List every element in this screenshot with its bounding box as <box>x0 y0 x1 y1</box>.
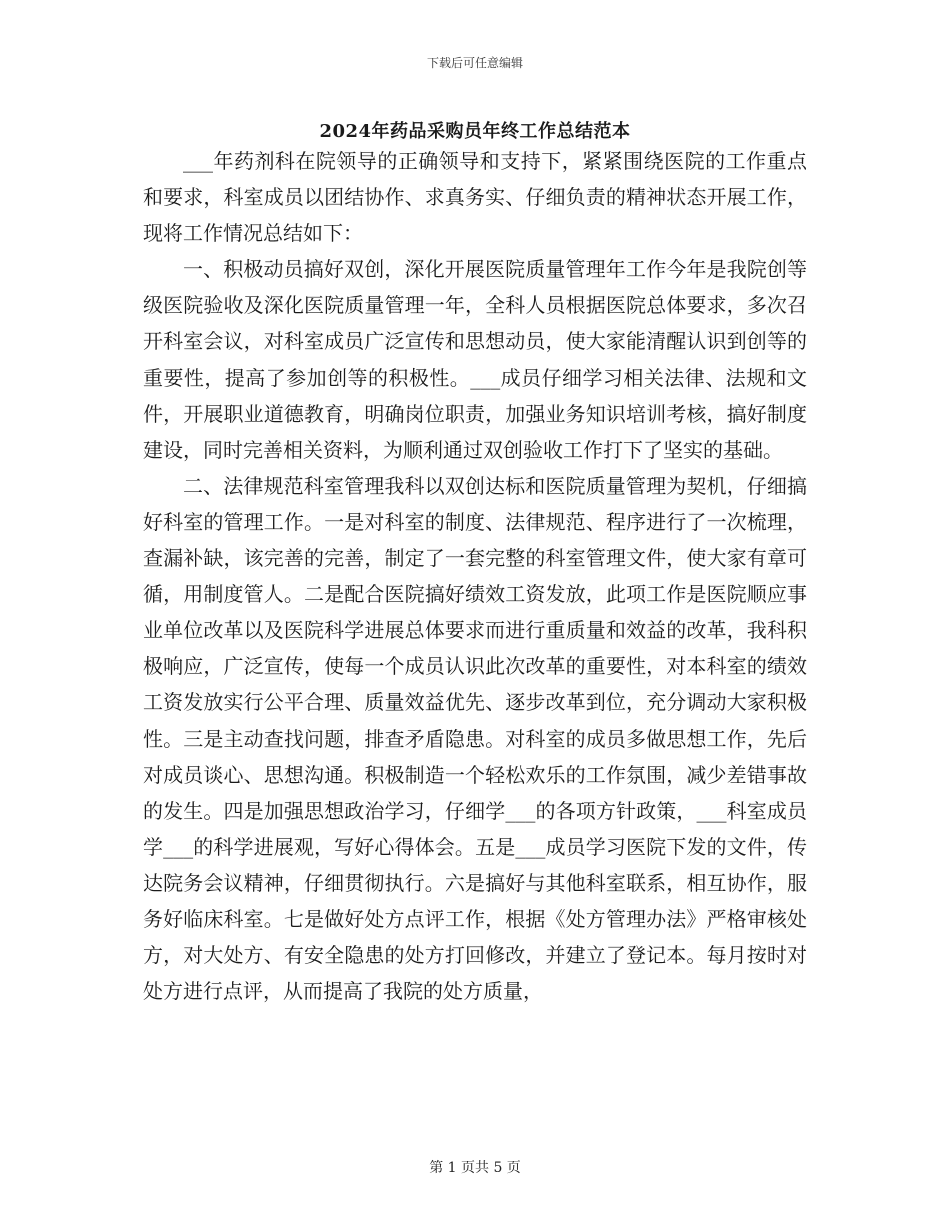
paragraph-section-2: 二、法律规范科室管理我科以双创达标和医院质量管理为契机，仔细搞好科室的管理工作。一是对科室的制度、法律规范、程序进行了一次梳理，查漏补缺，该完善的完善，制定了一套完整的科室管理文件，使大家有章可循，用制度管人。二是配合医院搞好绩效工资发放，此项工作是医院顺应事业单位改革以及医院科学进展总体要求而进行重质量和效益的改革，我科积极响应，广泛宣传，使每一个成员认识此次改革的重要性，对本科室的绩效工资发放实行公平合理、质量效益优先、逐步改革到位，充分调动大家积极性。三是主动查找问题，排查矛盾隐患。对科室的成员多做思想工作，先后对成员谈心、思想沟通。积极制造一个轻松欢乐的工作氛围，减少差错事故的发生。四是加强思想政治学习，仔细学___的各项方针政策，___科室成员学___的科学进展观，写好心得体会。五是___成员学习医院下发的文件，传达院务会议精神，仔细贯彻执行。六是搞好与其他科室联系，相互协作，服务好临床科室。七是做好处方点评工作，根据《处方管理办法》严格审核处方，对大处方、有安全隐患的处方打回修改，并建立了登记本。每月按时对处方进行点评，从而提高了我院的处方质量， <box>143 473 807 1004</box>
paragraph-intro: ___年药剂科在院领导的正确领导和支持下，紧紧围绕医院的工作重点和要求，科室成员以团结协作、求真务实、仔细负责的精神状态开展工作，现将工作情况总结如下： <box>143 149 807 246</box>
page-header-note: 下载后可任意编辑 <box>426 56 523 70</box>
page-number: 第 1 页共 5 页 <box>429 1160 521 1176</box>
document-body <box>143 143 807 1009</box>
paragraph-section-1: 一、积极动员搞好双创，深化开展医院质量管理年工作今年是我院创等级医院验收及深化医院质量管理一年，全科人员根据医院总体要求，多次召开科室会议，对科室成员广泛宣传和思想动员，使大家能清醒认识到创等的重要性，提高了参加创等的积极性。___成员仔细学习相关法律、法规和文件，开展职业道德教育，明确岗位职责，加强业务知识培训考核，搞好制度建设，同时完善相关资料，为顺利通过双创验收工作打下了坚实的基础。 <box>143 257 807 462</box>
document-title: 2024年药品采购员年终工作总结范本 <box>319 121 631 142</box>
